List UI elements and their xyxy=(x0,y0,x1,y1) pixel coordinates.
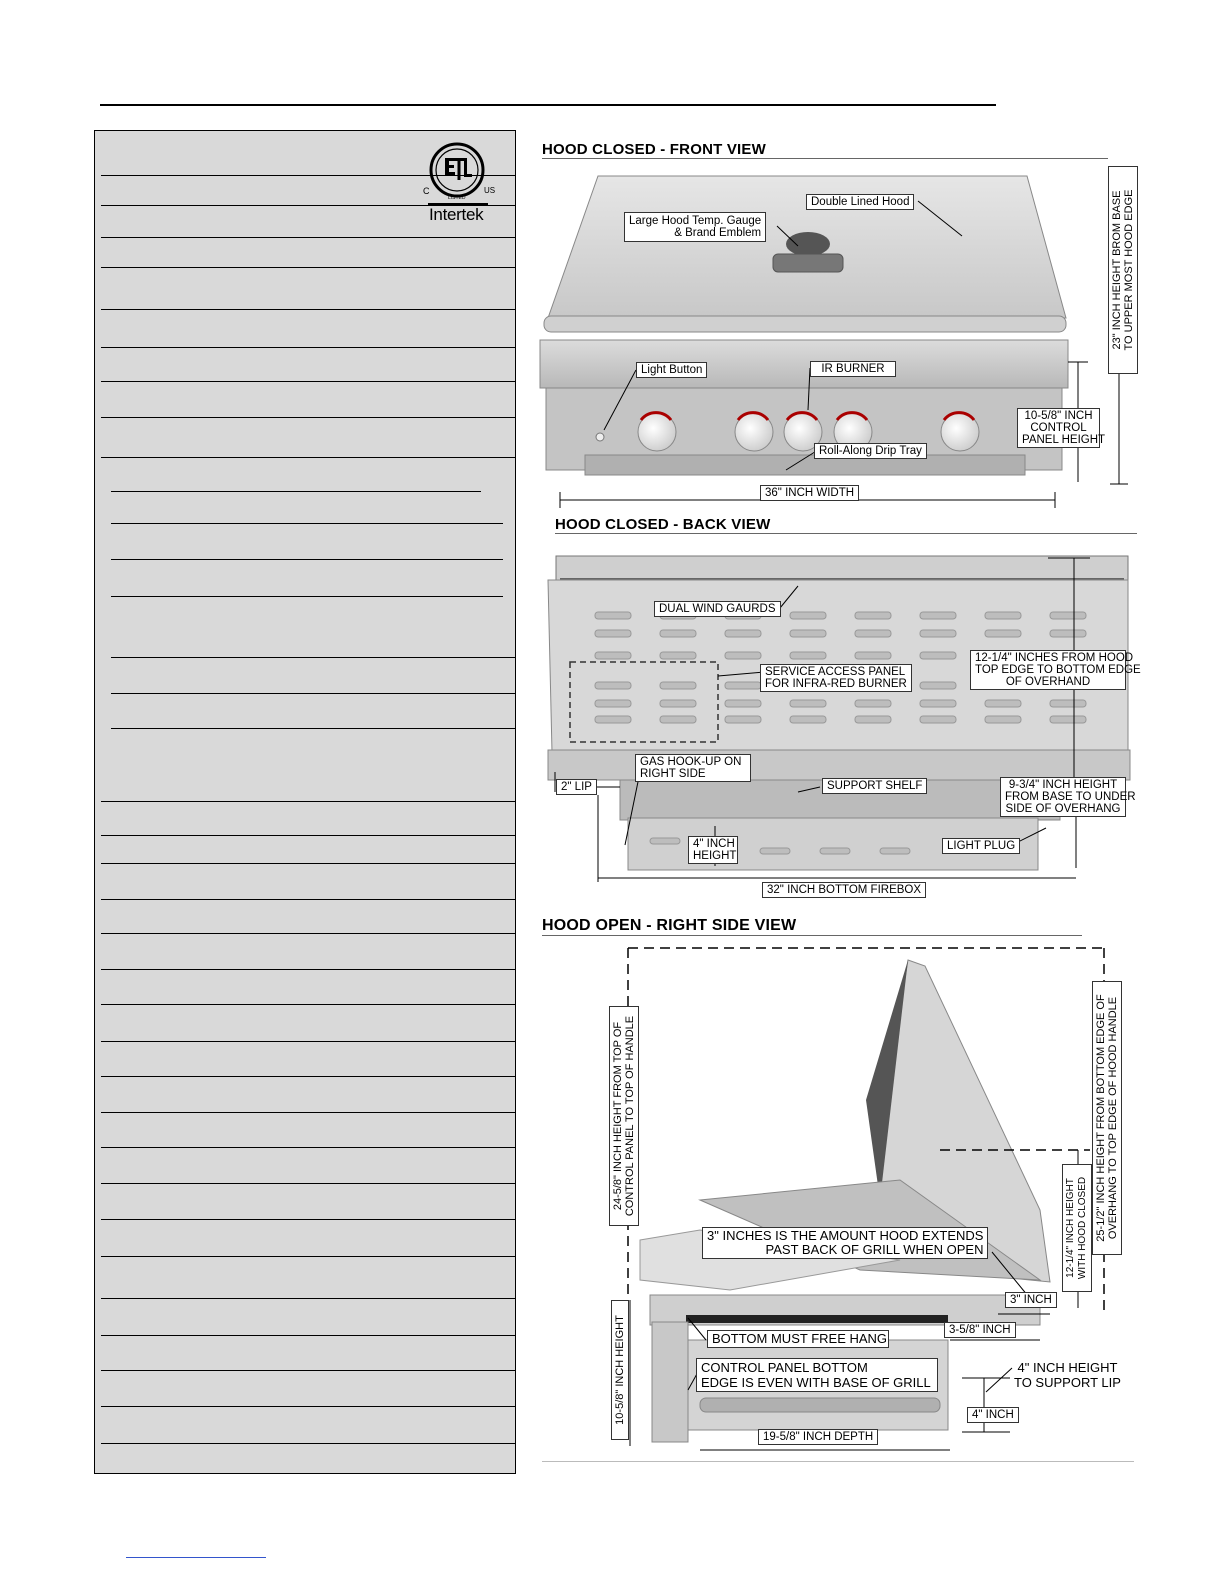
hood-extends-line-1: 3" INCHES IS THE AMOUNT HOOD EXTENDS xyxy=(707,1228,984,1243)
control-panel-height-line-2: CONTROL xyxy=(1030,422,1087,434)
hood-temp-gauge-line-2: & Brand Emblem xyxy=(674,227,762,239)
overhang-height-line-2: TOP EDGE TO BOTTOM EDGE xyxy=(975,664,1141,676)
base-height-line-2: FROM BASE TO UNDER xyxy=(1005,791,1136,803)
front-width-callout: 36" INCH WIDTH xyxy=(760,485,859,501)
drip-tray-callout: Roll-Along Drip Tray xyxy=(814,443,927,459)
ten-inch-height-callout: 10-5/8" INCH HEIGHT xyxy=(611,1300,629,1440)
four-inch-height-line-1: 4" INCH xyxy=(693,838,735,850)
three-five-eighth-callout: 3-5/8" INCH xyxy=(944,1322,1016,1338)
right-height-callout xyxy=(1092,981,1122,1255)
support-lip-label xyxy=(1014,1360,1121,1390)
hood-temp-gauge-line-1: Large Hood Temp. Gauge xyxy=(629,215,762,227)
left-height-line-1: 24-5/8" INCH HEIGHT FROM TOP OF xyxy=(612,1021,624,1211)
support-lip-line-2: TO SUPPORT LIP xyxy=(1014,1375,1121,1390)
three-inch-callout: 3" INCH xyxy=(1005,1292,1057,1308)
depth-callout: 19-5/8" INCH DEPTH xyxy=(758,1429,878,1445)
control-bottom-callout xyxy=(696,1358,938,1392)
intertek-company-name: Intertek xyxy=(429,205,484,224)
bottom-firebox-callout: 32" INCH BOTTOM FIREBOX xyxy=(762,882,926,898)
side-view-bottom-rule xyxy=(542,1461,1134,1462)
hood-extends-callout xyxy=(702,1227,988,1259)
four-inch-height-line-2: HEIGHT xyxy=(693,850,737,862)
gas-hookup-line-1: GAS HOOK-UP ON xyxy=(640,756,742,768)
control-panel-height-line-3: PANEL HEIGHT xyxy=(1022,434,1106,446)
front-height-line-1: 23" INCH HEIGHT BROM BASE xyxy=(1111,190,1123,350)
ir-burner-callout: IR BURNER xyxy=(810,361,896,377)
side-view-title: HOOD OPEN - RIGHT SIDE VIEW xyxy=(542,917,797,934)
light-plug-callout: LIGHT PLUG xyxy=(942,838,1020,854)
etl-listed-mark: LISTED xyxy=(448,195,466,201)
hood-extends-line-2: PAST BACK OF GRILL WHEN OPEN xyxy=(765,1242,984,1257)
base-height-line-1: 9-3/4" INCH HEIGHT xyxy=(1008,779,1118,791)
double-lined-hood-callout: Double Lined Hood xyxy=(806,194,914,210)
wind-guards-callout: DUAL WIND GAURDS xyxy=(654,601,781,617)
left-height-callout xyxy=(609,1006,639,1226)
back-view-title: HOOD CLOSED - BACK VIEW xyxy=(555,516,771,533)
right-height-line-2: OVERHANG TO TOP EDGE OF HOOD HANDLE xyxy=(1107,996,1119,1240)
right-height-line-1: 25-1/2" INCH HEIGHT FROM BOTTOM EDGE OF xyxy=(1095,994,1107,1242)
control-bottom-line-1: CONTROL PANEL BOTTOM xyxy=(701,1360,868,1375)
closed-height-line-2: WITH HOOD CLOSED xyxy=(1077,1176,1088,1280)
etl-us-mark: US xyxy=(484,186,496,195)
control-bottom-line-2: EDGE IS EVEN WITH BASE OF GRILL xyxy=(701,1375,931,1390)
support-shelf-callout: SUPPORT SHELF xyxy=(822,778,927,794)
overhang-height-line-1: 12-1/4" INCHES FROM HOOD xyxy=(975,652,1134,664)
support-lip-line-1: 4" INCH HEIGHT xyxy=(1017,1360,1118,1375)
service-panel-line-2: FOR INFRA-RED BURNER xyxy=(765,678,907,690)
front-height-line-2: TO UPPER MOST HOOD EDGE xyxy=(1123,189,1135,351)
base-height-line-3: SIDE OF OVERHANG xyxy=(1005,803,1121,815)
closed-height-callout xyxy=(1062,1164,1092,1292)
overhang-height-line-3: OF OVERHAND xyxy=(1005,676,1091,688)
front-view-title: HOOD CLOSED - FRONT VIEW xyxy=(542,141,766,158)
control-panel-height-line-1: 10-5/8" INCH xyxy=(1024,410,1093,422)
etl-c-mark: C xyxy=(423,186,430,196)
gas-hookup-line-2: RIGHT SIDE xyxy=(640,768,706,780)
closed-height-line-1: 12-1/4" INCH HEIGHT xyxy=(1065,1178,1076,1278)
lip-callout: 2" LIP xyxy=(556,779,597,795)
free-hang-callout: BOTTOM MUST FREE HANG xyxy=(707,1330,889,1348)
four-inch-callout: 4" INCH xyxy=(967,1407,1019,1423)
left-height-line-2: CONTROL PANEL TO TOP OF HANDLE xyxy=(624,1015,636,1217)
light-button-callout: Light Button xyxy=(636,362,707,378)
footer-link-underline[interactable] xyxy=(126,1557,266,1558)
service-panel-line-1: SERVICE ACCESS PANEL xyxy=(765,666,906,678)
